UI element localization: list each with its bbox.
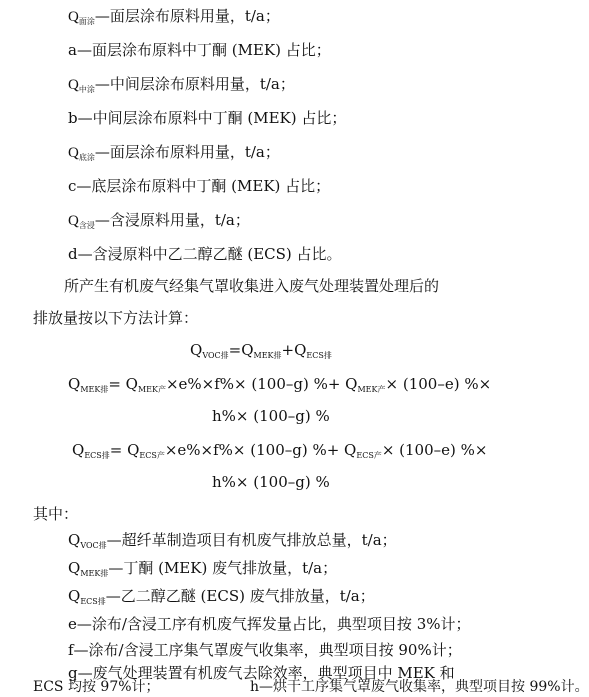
def-d: d—含浸原料中乙二醇乙醚 (ECS) 占比。 [68, 245, 342, 263]
def-c: c—底层涂布原料中丁酮 (MEK) 占比； [68, 177, 331, 195]
def-q-face: $Q_{面涂}—$面层涂布原料用量，t/a； [68, 7, 280, 26]
equation-ecs-cont: h%× (100–g) % [212, 473, 330, 491]
def-q-ecs: $Q_{ECS排}—$乙二醇乙醚 (ECS) 废气排放量，t/a； [68, 587, 375, 606]
paragraph-line-2: 排放量按以下方法计算： [33, 309, 199, 327]
equation-mek-cont: h%× (100–g) % [212, 407, 330, 425]
equation-ecs: $Q_{ECS排}= Q_{ECS产}\times e\%\times f\%\times (100-g)$ %+ $Q_{ECS产}\times (100-e)$ %× [72, 441, 488, 460]
where-label: 其中： [33, 505, 79, 523]
def-g: g—废气处理装置有机废气去除效率，典型项目中 MEK 和 [68, 664, 455, 682]
def-q-base: $Q_{底涂}—$面层涂布原料用量，t/a； [68, 143, 280, 162]
def-a: a—面层涂布原料中丁酮 (MEK) 占比； [68, 41, 331, 59]
def-h: h—烘干工序集气罩废气收集率，典型项目按 99%计。 [250, 679, 589, 695]
equation-voc-total: $Q_{VOC排}=Q_{MEK排}+Q_{ECS排}$ [190, 341, 332, 360]
equation-mek: $Q_{MEK排}= Q_{MEK产}\times e\%\times f\%\times (100-g)$ %+ $Q_{MEK产}\times (100-e)$ %× [68, 375, 492, 394]
def-g-cont: ECS 均按 97%计； [33, 679, 160, 695]
def-f: f—涂布/含浸工序集气罩废气收集率，典型项目按 90%计； [68, 641, 462, 659]
def-q-voc: $Q_{VOC排}—$超纤革制造项目有机废气排放总量，t/a； [68, 531, 397, 550]
def-b: b—中间层涂布原料中丁酮 (MEK) 占比； [68, 109, 347, 127]
paragraph-line-1: 所产生有机废气经集气罩收集进入废气处理装置处理后的 [64, 277, 440, 295]
def-e: e—涂布/含浸工序有机废气挥发量占比，典型项目按 3%计； [68, 615, 471, 633]
def-q-mid: $Q_{中涂}—$中间层涂布原料用量，t/a； [68, 75, 295, 94]
def-q-impreg: $Q_{含浸}—$含浸原料用量，t/a； [68, 211, 250, 230]
def-q-mek: $Q_{MEK排}—$丁酮 (MEK) 废气排放量，t/a； [68, 559, 338, 578]
